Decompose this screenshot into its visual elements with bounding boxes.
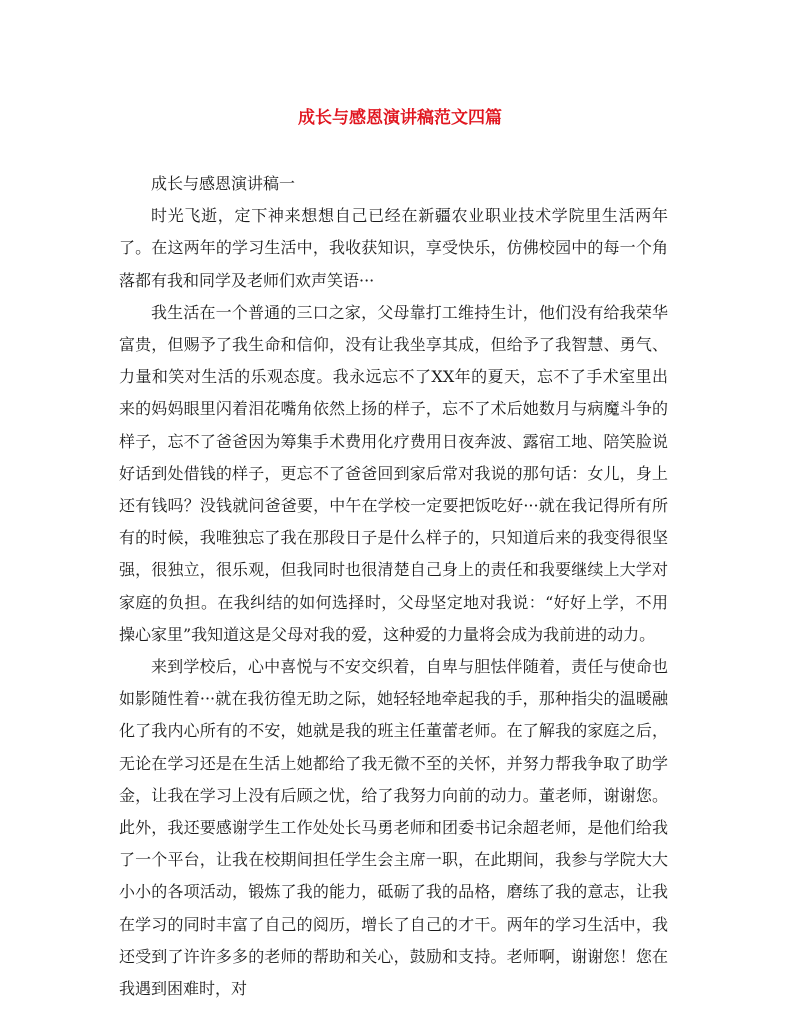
document-body bbox=[119, 168, 668, 1005]
section-heading: 成长与感恩演讲稿一 bbox=[151, 174, 296, 193]
paragraph-2: 我生活在一个普通的三口之家，父母靠打工维持生计，他们没有给我荣华富贵，但赐予了我生命和信仰，没有让我坐享其成，但给予了我智慧、勇气、力量和笑对生活的乐观态度。我永远忘不了XX年的夏天，忘不了手术室里出来的妈妈眼里闪着泪花嘴角依然上扬的样子，忘不了术后她数月与病魔斗争的样子，忘不了爸爸因为筹集手术费用化疗费用日夜奔波、露宿工地、陪笑脸说好话到处借钱的样子，更忘不了爸爸回到家后常对我说的那句话：女儿，身上还有钱吗？没钱就问爸爸要，中午在学校一定要把饭吃好···就在我记得所有所有的时候，我唯独忘了我在那段日子是什么样子的，只知道后来的我变得很坚强，很独立，很乐观，但我同时也很清楚自己身上的责任和我要继续上大学对家庭的负担。在我纠结的如何选择时，父母坚定地对我说：“好好上学，不用操心家里”我知道这是父母对我的爱，这种爱的力量将会成为我前进的动力。 bbox=[119, 302, 668, 644]
document-title: 成长与感恩演讲稿范文四篇 bbox=[298, 108, 502, 128]
paragraph-3: 来到学校后，心中喜悦与不安交织着，自卑与胆怯伴随着，责任与使命也如影随性着···就在我彷徨无助之际，她轻轻地牵起我的手，那种指尖的温暖融化了我内心所有的不安，她就是我的班主任董蕾老师。在了解我的家庭之后，无论在学习还是在生活上她都给了我无微不至的关怀，并努力帮我争取了助学金，让我在学习上没有后顾之忧，给了我努力向前的动力。董老师，谢谢您。此外，我还要感谢学生工作处处长马勇老师和团委书记余超老师，是他们给我了一个平台，让我在校期间担任学生会主席一职，在此期间，我参与学院大大小小的各项活动，锻炼了我的能力，砥砺了我的品格，磨练了我的意志，让我在学习的同时丰富了自己的阅历，增长了自己的才干。两年的学习生活中，我还受到了许许多多的老师的帮助和关心，鼓励和支持。老师啊，谢谢您！您在我遇到困难时，对 bbox=[119, 657, 668, 999]
paragraph-1: 时光飞逝，定下神来想想自己已经在新疆农业职业技术学院里生活两年了。在这两年的学习生活中，我收获知识，享受快乐，仿佛校园中的每一个角落都有我和同学及老师们欢声笑语··· bbox=[119, 206, 668, 290]
